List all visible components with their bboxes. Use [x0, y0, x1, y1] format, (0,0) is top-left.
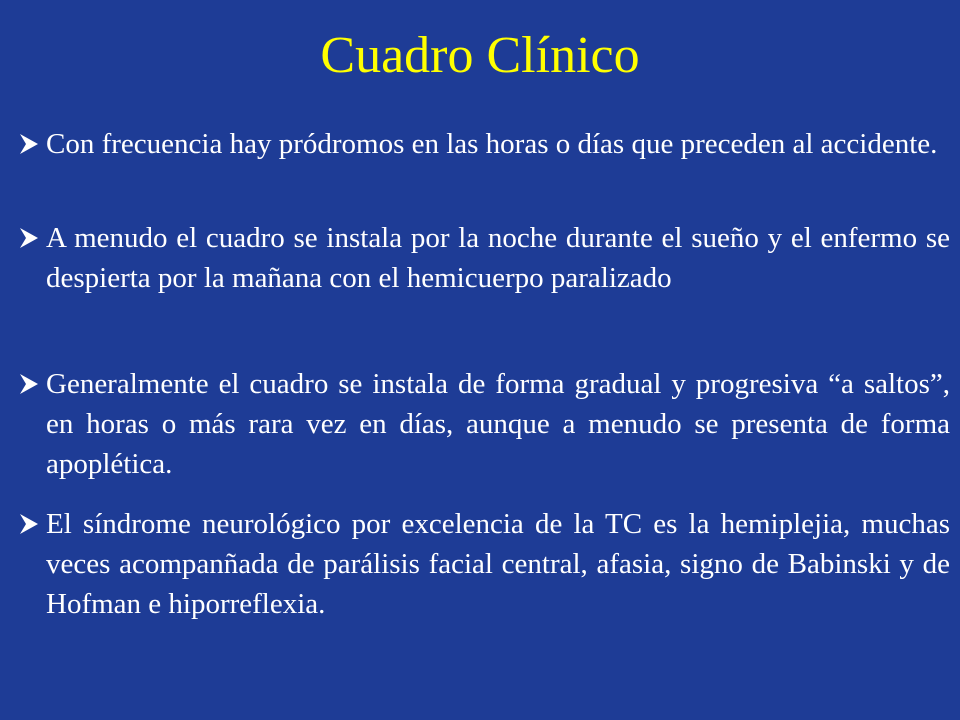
arrowhead-bullet-icon	[18, 512, 40, 536]
bullet-item	[18, 364, 950, 484]
bullet-text: El síndrome neurológico por excelencia de la TC es la hemiplejia, muchas veces acompanñada de parálisis facial central, afasia, signo de Babinski y de Hofman e hiporreflexia.	[46, 508, 950, 620]
arrowhead-bullet-icon	[18, 226, 40, 250]
arrowhead-bullet-icon	[18, 132, 40, 156]
bullet-text: A menudo el cuadro se instala por la noche durante el sueño y el enfermo se despierta por la mañana con el hemicuerpo paralizado	[46, 222, 950, 294]
bullet-text: Generalmente el cuadro se instala de forma gradual y progresiva “a saltos”, en horas o más rara vez en días, aunque a menudo se presenta de forma apoplética.	[46, 368, 950, 480]
bullet-item	[18, 218, 950, 298]
slide-title: Cuadro Clínico	[320, 27, 640, 84]
bullet-text: Con frecuencia hay pródromos en las horas o días que preceden al accidente.	[46, 128, 938, 160]
bullet-item	[18, 504, 950, 624]
bullet-item	[18, 124, 950, 164]
arrowhead-bullet-icon	[18, 372, 40, 396]
